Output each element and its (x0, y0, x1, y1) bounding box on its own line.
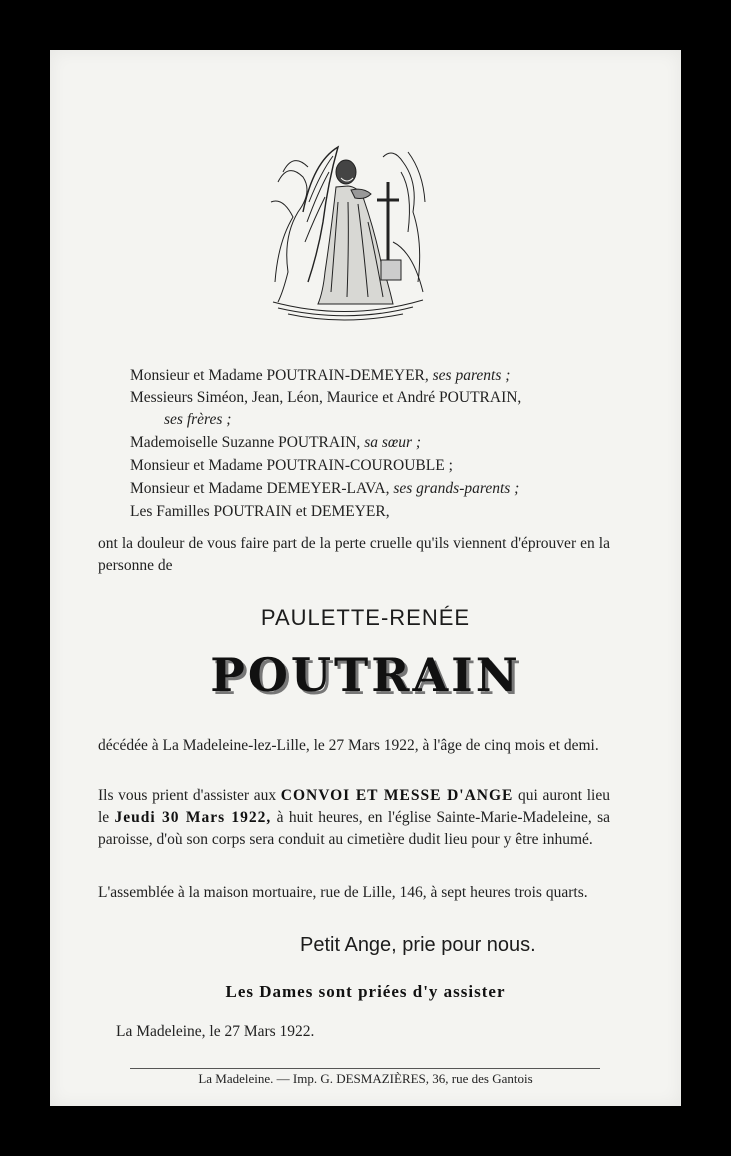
deceased-surname: POUTRAIN (210, 648, 521, 702)
announcement-text: ont la douleur de vous faire part de la perte cruelle qu'ils viennent d'éprouver en la personne de (98, 535, 610, 574)
funeral-details: Ils vous prient d'assister aux CONVOI ET MESSE D'ANGE qui auront lieu le Jeudi 30 Mars 1922, à huit heures, en l'église Sainte-Marie-Madeleine, sa paroisse, d'où son corps sera conduit au cimetière dudit lieu pour y être inhumé. (98, 787, 611, 848)
family-line-couple: Monsieur et Madame POUTRAIN-COUROUBLE ; (130, 457, 453, 474)
family-line-families: Les Familles POUTRAIN et DEMEYER, (130, 503, 390, 520)
family-line-grandparents: Monsieur et Madame DEMEYER-LAVA, ses grands-parents ; (130, 480, 520, 497)
funeral-notice-card (50, 50, 681, 1106)
assembly-details: L'assemblée à la maison mortuaire, rue de Lille, 146, à sept heures trois quarts. (98, 884, 588, 901)
printer-credit: La Madeleine. — Imp. G. DESMAZIÈRES, 36, rue des Gantois (198, 1071, 533, 1086)
deceased-first-name: PAULETTE-RENÉE (260, 605, 471, 630)
family-line-brothers: Messieurs Siméon, Jean, Léon, Maurice et André POUTRAIN, (130, 389, 522, 406)
family-line-sister: Mademoiselle Suzanne POUTRAIN, sa sœur ; (130, 434, 422, 451)
place-date: La Madeleine, le 27 Mars 1922. (116, 1023, 315, 1040)
death-details: décédée à La Madeleine-lez-Lille, le 27 Mars 1922, à l'âge de cinq mois et demi. (98, 737, 599, 754)
praying-angel-engraving (263, 142, 433, 327)
prayer-line: Petit Ange, prie pour nous. (300, 934, 536, 956)
family-line-parents: Monsieur et Madame POUTRAIN-DEMEYER, ses parents ; (130, 367, 511, 384)
family-line-brothers-role: ses frères ; (164, 411, 232, 428)
ladies-invitation: Les Dames sont priées d'y assister (225, 982, 506, 1001)
footer-divider (130, 1068, 600, 1069)
